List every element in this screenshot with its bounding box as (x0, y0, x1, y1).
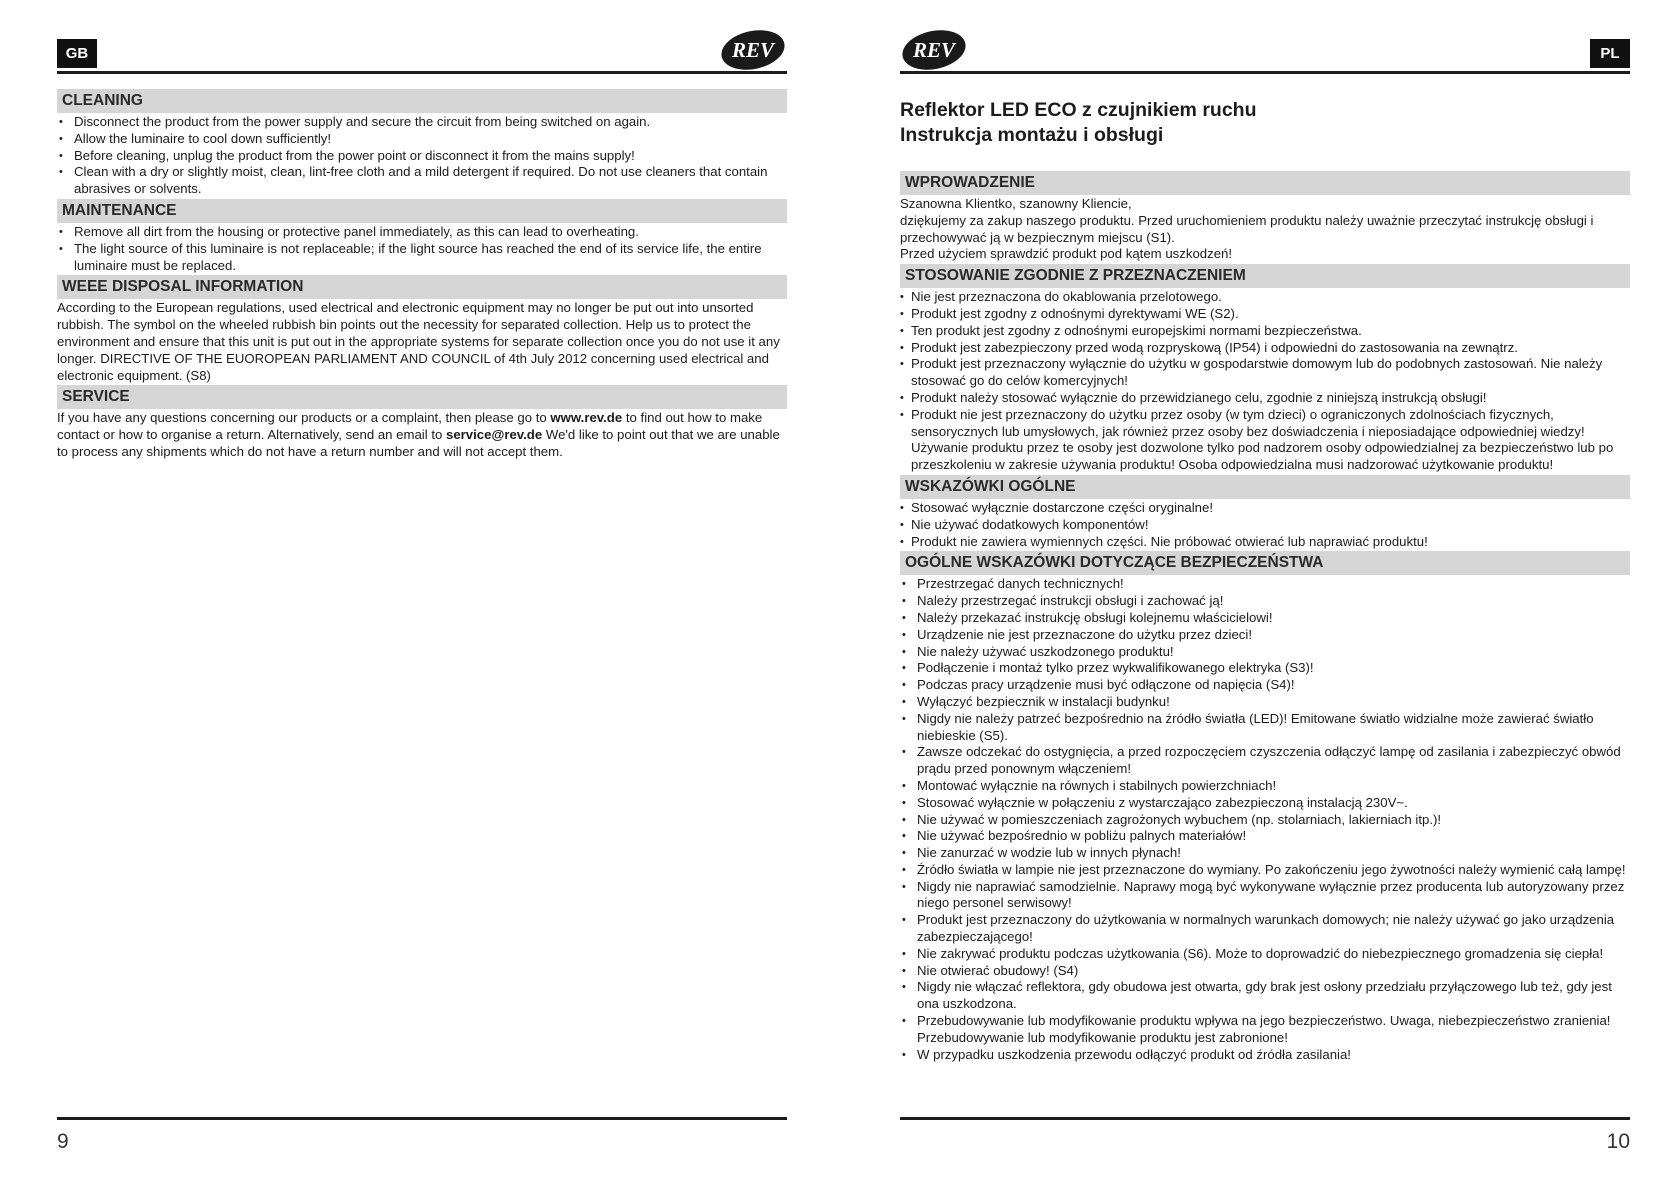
list-item: • Należy przekazać instrukcję obsługi kolejnemu właścicielowi! (900, 610, 1630, 627)
email-link[interactable]: service@rev.de (446, 427, 543, 443)
rev-logo (719, 28, 787, 72)
list-item: • Produkt jest przeznaczony wyłącznie do użytku w gospodarstwie domowym lub do podobnych zastosowań. Nie należy stosować go do celów komercyjnych! (900, 356, 1630, 390)
safety-list (900, 576, 1630, 1063)
maintenance-heading: MAINTENANCE (57, 199, 787, 223)
list-item: • Przebudowywanie lub modyfikowanie produktu wpływa na jego bezpieczeństwo. Uwaga, niebezpieczeństwo zranienia! Przebudowywanie lub modyfikowanie produktu jest zabronione! (900, 1013, 1630, 1047)
general-notes-list (900, 500, 1630, 550)
list-item: • Wyłączyć bezpiecznik w instalacji budynku! (900, 694, 1630, 711)
service-heading: SERVICE (57, 385, 787, 409)
list-item: • Ten produkt jest zgodny z odnośnymi europejskimi normami bezpieczeństwa. (900, 323, 1630, 340)
list-item: • The light source of this luminaire is not replaceable; if the light source has reached the end of its service life, the entire luminaire must be replaced. (57, 241, 787, 275)
service-text-part: If you have any questions concerning our products or a complaint, then please go to (57, 410, 551, 426)
list-item: • Przestrzegać danych technicznych! (900, 576, 1630, 593)
list-item: • Nie używać w pomieszczeniach zagrożonych wybuchem (np. stolarniach, lakierniach itp.)! (900, 812, 1630, 829)
rev-logo-text: REV (731, 38, 775, 62)
intro-line: Przed użyciem sprawdzić produkt pod kątem uszkodzeń! (900, 246, 1233, 262)
language-badge-gb: GB (57, 39, 97, 68)
list-item: • Nie używać dodatkowych komponentów! (900, 517, 1630, 534)
rev-logo (900, 28, 968, 72)
list-item: • Nigdy nie włączać reflektora, gdy obudowa jest otwarta, gdy brak jest osłony przedziału przyłączowego lub też, gdy jest ona uszkodzona. (900, 979, 1630, 1013)
left-content (57, 88, 787, 461)
list-item: • Stosować wyłącznie w połączeniu z wystarczająco zabezpieczoną instalacją 230V~. (900, 795, 1630, 812)
intro-heading: WPROWADZENIE (900, 171, 1630, 195)
list-item: • Zawsze odczekać do ostygnięcia, a przed rozpoczęciem czyszczenia odłączyć lampę od zasilania i zabezpieczyć obwód prądu przed ponownym włączeniem! (900, 744, 1630, 778)
list-item: • Disconnect the product from the power supply and secure the circuit from being switched on again. (57, 114, 787, 131)
list-item: • Allow the luminaire to cool down sufficiently! (57, 131, 787, 148)
list-item: • Stosować wyłącznie dostarczone części oryginalne! (900, 500, 1630, 517)
list-item: • Nie otwierać obudowy! (S4) (900, 963, 1630, 980)
safety-heading: OGÓLNE WSKAZÓWKI DOTYCZĄCE BEZPIECZEŃSTWA (900, 551, 1630, 575)
list-item: • Podłączenie i montaż tylko przez wykwalifikowanego elektryka (S3)! (900, 660, 1630, 677)
list-item: • Produkt nie zawiera wymiennych części. Nie próbować otwierać lub naprawiać produktu! (900, 534, 1630, 551)
title-line: Reflektor LED ECO z czujnikiem ruchu (900, 99, 1257, 121)
footer-divider (900, 1117, 1630, 1120)
list-item: • Produkt jest zabezpieczony przed wodą rozpryskową (IP54) i odpowiedni do zastosowania na zewnątrz. (900, 340, 1630, 357)
language-badge-pl: PL (1590, 39, 1630, 68)
list-item: • Nigdy nie naprawiać samodzielnie. Naprawy mogą być wykonywane wyłącznie przez producenta lub autoryzowany przez niego personel serwisowy! (900, 879, 1630, 913)
list-item: • Nie zakrywać produktu podczas użytkowania (S6). Może to doprowadzić do niebezpiecznego gromadzenia się ciepła! (900, 946, 1630, 963)
intended-use-heading: STOSOWANIE ZGODNIE Z PRZEZNACZENIEM (900, 264, 1630, 288)
list-item: • Podczas pracy urządzenie musi być odłączone od napięcia (S4)! (900, 677, 1630, 694)
list-item: • Remove all dirt from the housing or protective panel immediately, as this can lead to overheating. (57, 224, 787, 241)
general-notes-heading: WSKAZÓWKI OGÓLNE (900, 475, 1630, 499)
list-item: • Before cleaning, unplug the product from the power point or disconnect it from the mains supply! (57, 148, 787, 165)
document-title (900, 98, 1256, 148)
list-item: • Nigdy nie należy patrzeć bezpośrednio na źródło światła (LED)! Emitowane światło widzialne może zawierać światło niebieskie (S5). (900, 711, 1630, 745)
list-item: • Należy przestrzegać instrukcji obsługi i zachować ją! (900, 593, 1630, 610)
list-item: • Nie należy używać uszkodzonego produktu! (900, 644, 1630, 661)
service-text (57, 410, 787, 460)
service-text-part: to find out how to make contact or how to organise a return. Alternatively, send an email to (57, 410, 763, 443)
list-item: • Montować wyłącznie na równych i stabilnych powierzchniach! (900, 778, 1630, 795)
cleaning-heading: CLEANING (57, 89, 787, 113)
list-item: • Produkt nie jest przeznaczony do użytku przez osoby (w tym dzieci) o ograniczonych zdolnościach fizycznych, sensorycznych lub umysłowych, jak również przez osoby bez doświadczenia i nieposiadające odpowiedniej wiedzy! Używanie produktu przez te osoby jest dozwolone tylko pod nadzorem osoby odpowiedzialnej za bezpieczeństwo lub po przeszkoleniu w zakresie używania produktu! Osoba odpowiedzialna musi nadzorować użytkowanie produktu! (900, 407, 1630, 474)
service-text-part: We'd like to point out that we are unable to process any shipments which do not have a return number and will not accept them. (57, 427, 780, 459)
right-page (900, 0, 1630, 1191)
list-item: • Produkt jest zgodny z odnośnymi dyrektywami WE (S2). (900, 306, 1630, 323)
weee-text: According to the European regulations, used electrical and electronic equipment may no longer be put out into unsorted rubbish. The symbol on the wheeled rubbish bin points out the necessity for separated collection. Help us to protect the environment and ensure that this unit is put out in the appropriate systems for separate collection once you do not use it any longer. DIRECTIVE OF THE EUOROPEAN PARLIAMENT AND COUNCIL of 4th July 2012 concerning used electrical and electronic equipment. (S8) (57, 300, 780, 383)
intro-line: Szanowna Klientko, szanowny Kliencie, (900, 196, 1132, 211)
list-item: • Produkt należy stosować wyłącznie do przewidzianego celu, zgodnie z niniejszą instrukcją obsługi! (900, 390, 1630, 407)
list-item: • Źródło światła w lampie nie jest przeznaczone do wymiany. Po zakończeniu jego żywotności należy wymienić całą lampę! (900, 862, 1630, 879)
list-item: • Nie zanurzać w wodzie lub w innych płynach! (900, 845, 1630, 862)
weee-heading: WEEE DISPOSAL INFORMATION (57, 275, 787, 299)
list-item: • Produkt jest przeznaczony do użytkowania w normalnych warunkach domowych; nie należy używać go jako urządzenia zabezpieczającego! (900, 912, 1630, 946)
list-item: • Nie jest przeznaczona do okablowania przelotowego. (900, 289, 1630, 306)
header-divider (900, 71, 1630, 74)
rev-logo-text: REV (912, 38, 956, 62)
intro-line: dziękujemy za zakup naszego produktu. Przed uruchomieniem produktu należy uważnie przeczytać instrukcję obsługi i przechowywać ją w bezpiecznym miejscu (S1). (900, 212, 1594, 245)
list-item: • W przypadku uszkodzenia przewodu odłączyć produkt od źródła zasilania! (900, 1047, 1630, 1064)
header-divider (57, 71, 787, 74)
footer-divider (57, 1117, 787, 1120)
page-number: 9 (57, 1130, 69, 1153)
cleaning-list (57, 114, 787, 198)
left-page (57, 0, 787, 1191)
list-item: • Nie używać bezpośrednio w pobliżu palnych materiałów! (900, 828, 1630, 845)
subtitle-line: Instrukcja montażu i obsługi (900, 124, 1164, 146)
list-item: • Clean with a dry or slightly moist, clean, lint-free cloth and a mild detergent if required. Do not use cleaners that contain abrasives or solvents. (57, 164, 787, 198)
right-content (900, 170, 1630, 1063)
intended-use-list (900, 289, 1630, 474)
list-item: • Urządzenie nie jest przeznaczone do użytku przez dzieci! (900, 627, 1630, 644)
website-link[interactable]: www.rev.de (550, 410, 623, 426)
page-number: 10 (1606, 1130, 1630, 1153)
maintenance-list (57, 224, 787, 274)
